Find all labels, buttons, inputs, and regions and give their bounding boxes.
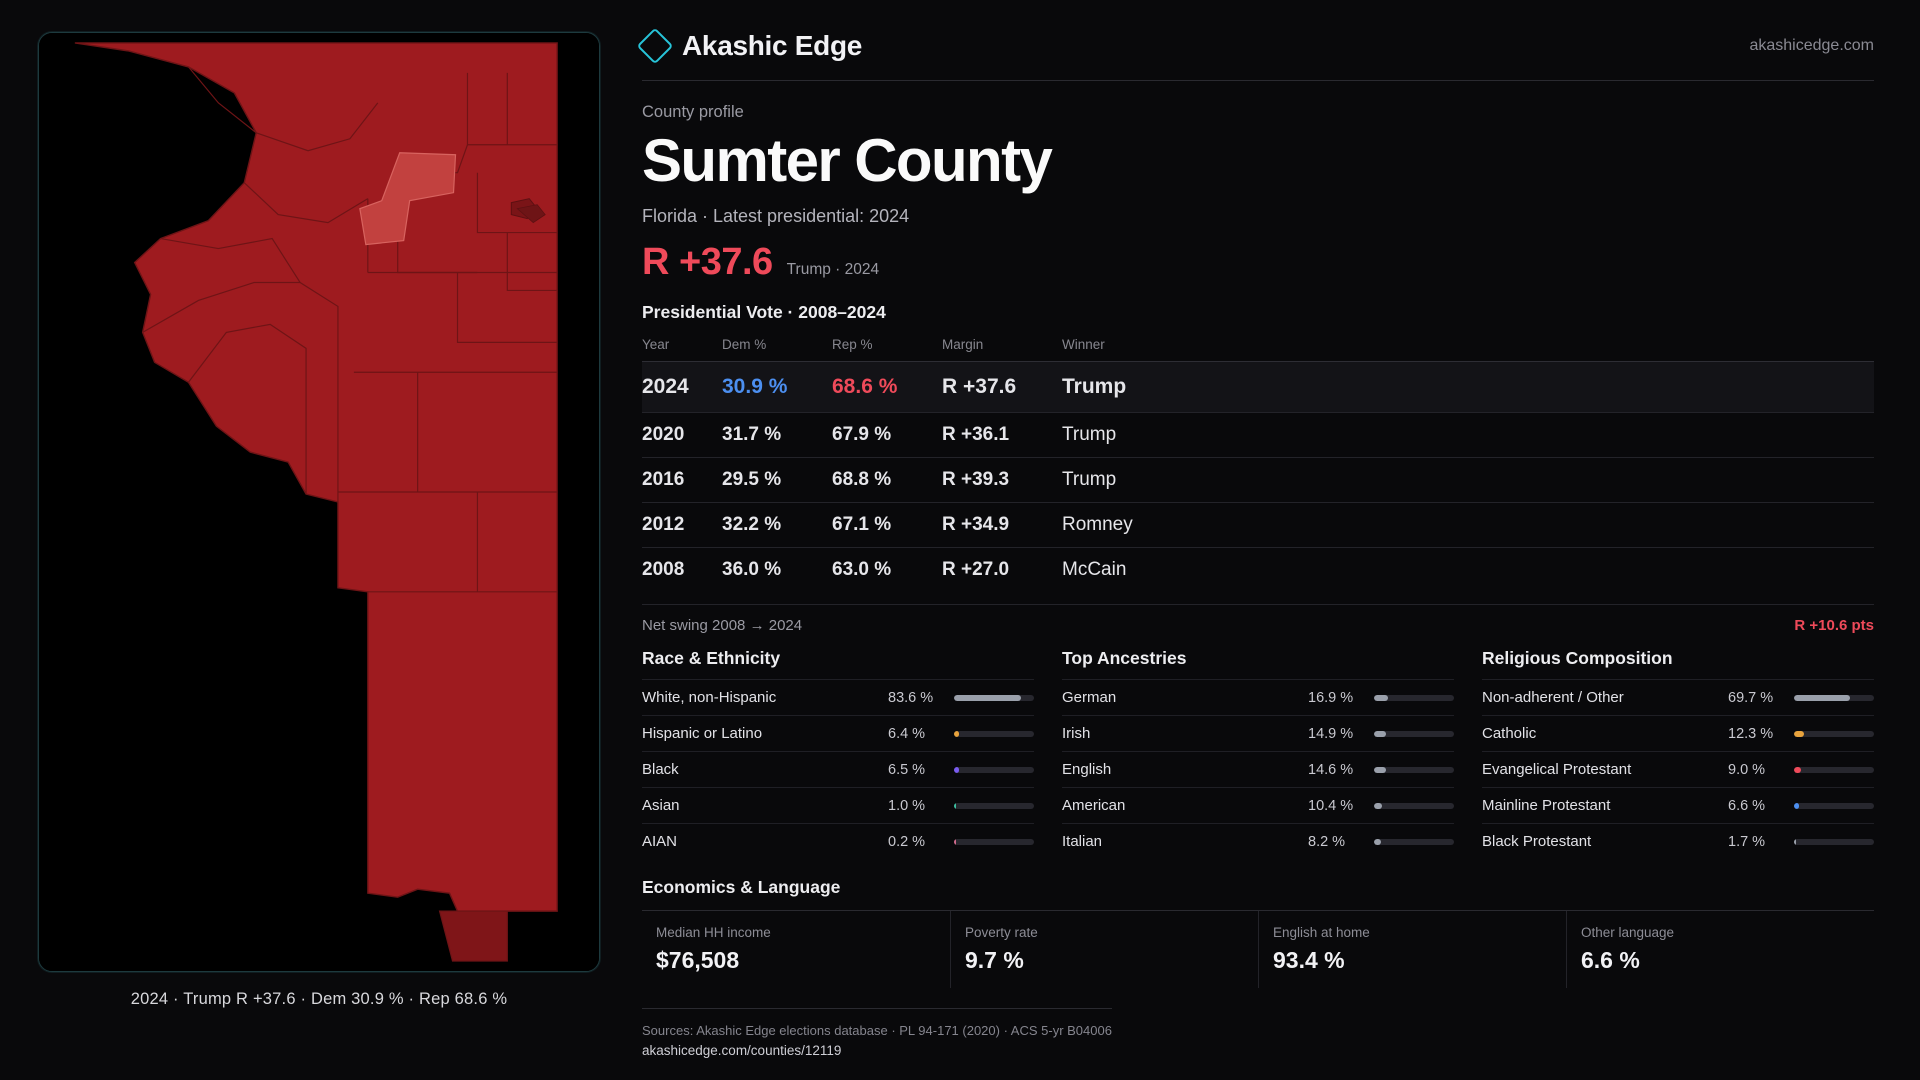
item-label: Evangelical Protestant — [1482, 761, 1632, 779]
list-item — [1062, 679, 1454, 715]
item-label: Irish — [1062, 725, 1091, 743]
item-bar-fill — [1374, 731, 1386, 737]
net-swing-value: R +10.6 pts — [1794, 617, 1874, 635]
econ-value: 9.7 % — [965, 947, 1024, 974]
item-bar — [954, 803, 1034, 809]
col-dem: Dem % — [722, 337, 767, 353]
econ-cell — [642, 911, 950, 988]
item-label: Hispanic or Latino — [642, 725, 763, 743]
item-label: Italian — [1062, 833, 1103, 851]
list-item — [1062, 751, 1454, 787]
margin-value: R +37.6 — [642, 241, 773, 284]
footer — [642, 1008, 1112, 1058]
item-label: AIAN — [642, 833, 678, 851]
col-rep: Rep % — [832, 337, 873, 353]
margin-detail: Trump · 2024 — [786, 261, 880, 279]
map-svg — [39, 33, 599, 971]
list-item — [1482, 751, 1874, 787]
table-header-row — [642, 337, 1874, 362]
headline-margin — [642, 241, 1874, 284]
brand-site: akashicedge.com — [1749, 37, 1874, 54]
list-item — [1482, 715, 1874, 751]
list-item — [642, 679, 1034, 715]
cell-margin: R +34.9 — [942, 503, 1062, 548]
item-bar — [1794, 839, 1874, 845]
page-subtitle: Florida · Latest presidential: 2024 — [642, 206, 910, 227]
cell-rep: 68.8 % — [832, 458, 942, 503]
table-body — [642, 362, 1874, 593]
list-item — [642, 823, 1034, 859]
economics-grid — [642, 910, 1874, 988]
item-value: 69.7 % — [1728, 689, 1774, 706]
item-value: 6.6 % — [1728, 797, 1766, 814]
item-bar-fill — [1794, 803, 1799, 809]
table-row[interactable] — [642, 413, 1874, 458]
item-label: American — [1062, 797, 1126, 815]
item-bar-fill — [1374, 839, 1381, 845]
cell-rep: 63.0 % — [832, 548, 942, 593]
eyebrow-label: County profile — [642, 103, 744, 121]
item-bar-fill — [954, 803, 956, 809]
race-ethnicity-column — [642, 648, 1034, 859]
item-bar-fill — [1374, 767, 1386, 773]
item-bar — [954, 839, 1034, 845]
cell-year: 2012 — [642, 503, 722, 548]
sources-line: Sources: Akashic Edge elections database · PL 94-171 (2020) · ACS 5-yr B04006 — [642, 1023, 1112, 1038]
item-bar-fill — [1794, 731, 1804, 737]
econ-cell — [1258, 911, 1566, 988]
econ-label: Median HH income — [656, 925, 771, 941]
econ-value: 93.4 % — [1273, 947, 1345, 974]
econ-label: Poverty rate — [965, 925, 1038, 941]
presidential-vote-table — [642, 337, 1874, 592]
item-bar-fill — [1794, 767, 1801, 773]
net-swing-row — [642, 604, 1874, 634]
list-item — [1482, 787, 1874, 823]
footer-url[interactable]: akashicedge.com/counties/12119 — [642, 1043, 842, 1058]
religion-column — [1482, 648, 1874, 859]
item-label: German — [1062, 689, 1117, 707]
list-item — [1482, 679, 1874, 715]
item-bar — [954, 767, 1034, 773]
cell-margin: R +27.0 — [942, 548, 1062, 593]
brand-bar — [642, 30, 1874, 81]
item-value: 10.4 % — [1308, 797, 1354, 814]
cell-dem: 29.5 % — [722, 458, 832, 503]
ancestries-column — [1062, 648, 1454, 859]
item-value: 9.0 % — [1728, 761, 1766, 778]
cell-margin: R +39.3 — [942, 458, 1062, 503]
cell-dem: 30.9 % — [722, 362, 832, 413]
item-bar-fill — [954, 731, 959, 737]
item-bar — [1794, 695, 1874, 701]
item-value: 1.0 % — [888, 797, 926, 814]
col-year: Year — [642, 337, 670, 353]
table-row[interactable] — [642, 548, 1874, 593]
cell-winner: Trump — [1062, 362, 1874, 413]
econ-cell — [1566, 911, 1874, 988]
cell-winner: Romney — [1062, 503, 1874, 548]
econ-label: English at home — [1273, 925, 1370, 941]
cell-winner: Trump — [1062, 413, 1874, 458]
econ-value: $76,508 — [656, 947, 740, 974]
page-title: Sumter County — [642, 127, 1052, 194]
item-bar — [1374, 839, 1454, 845]
econ-value: 6.6 % — [1581, 947, 1640, 974]
cell-rep: 68.6 % — [832, 362, 942, 413]
cell-rep: 67.1 % — [832, 503, 942, 548]
map-caption: 2024 · Trump R +37.6 · Dem 30.9 % · Rep 68.6 % — [130, 990, 508, 1008]
item-bar — [1374, 731, 1454, 737]
diamond-icon — [637, 28, 674, 65]
item-bar — [1374, 767, 1454, 773]
brand-left — [642, 30, 862, 62]
cell-rep: 67.9 % — [832, 413, 942, 458]
content-panel — [620, 0, 1920, 1080]
cell-winner: McCain — [1062, 548, 1874, 593]
cell-margin: R +37.6 — [942, 362, 1062, 413]
table-row[interactable] — [642, 503, 1874, 548]
item-bar — [1374, 803, 1454, 809]
item-label: Non-adherent / Other — [1482, 689, 1624, 707]
item-value: 14.6 % — [1308, 761, 1354, 778]
item-value: 6.4 % — [888, 725, 926, 742]
item-value: 83.6 % — [888, 689, 934, 706]
list-item — [1062, 787, 1454, 823]
item-bar-fill — [954, 695, 1021, 701]
col-winner: Winner — [1062, 337, 1105, 353]
item-bar — [954, 731, 1034, 737]
cell-year: 2008 — [642, 548, 722, 593]
cell-dem: 31.7 % — [722, 413, 832, 458]
item-bar — [1794, 767, 1874, 773]
econ-cell — [950, 911, 1258, 988]
item-value: 12.3 % — [1728, 725, 1774, 742]
item-label: Black Protestant — [1482, 833, 1592, 851]
list-item — [1482, 823, 1874, 859]
item-bar-fill — [1794, 839, 1796, 845]
table-row[interactable] — [642, 362, 1874, 413]
item-label: Asian — [642, 797, 680, 815]
item-bar — [954, 695, 1034, 701]
votes-section-title: Presidential Vote · 2008–2024 — [642, 302, 886, 323]
county-map[interactable] — [38, 32, 600, 972]
cell-margin: R +36.1 — [942, 413, 1062, 458]
cell-year: 2020 — [642, 413, 722, 458]
item-bar-fill — [1374, 695, 1388, 701]
religion-title: Religious Composition — [1482, 648, 1673, 669]
net-swing-label: Net swing 2008 → 2024 — [642, 617, 803, 635]
cell-dem: 36.0 % — [722, 548, 832, 593]
item-value: 0.2 % — [888, 833, 926, 850]
list-item — [1062, 715, 1454, 751]
item-bar-fill — [954, 839, 956, 845]
col-margin: Margin — [942, 337, 984, 353]
item-label: Mainline Protestant — [1482, 797, 1611, 815]
item-label: Black — [642, 761, 679, 779]
list-item — [642, 715, 1034, 751]
item-bar — [1794, 731, 1874, 737]
item-bar-fill — [1374, 803, 1382, 809]
cell-dem: 32.2 % — [722, 503, 832, 548]
ancestries-title: Top Ancestries — [1062, 648, 1187, 669]
item-value: 6.5 % — [888, 761, 926, 778]
map-panel — [0, 0, 620, 1080]
item-label: English — [1062, 761, 1112, 779]
economics-title: Economics & Language — [642, 877, 841, 898]
item-value: 1.7 % — [1728, 833, 1766, 850]
list-item — [642, 751, 1034, 787]
item-value: 14.9 % — [1308, 725, 1354, 742]
item-bar — [1794, 803, 1874, 809]
item-value: 8.2 % — [1308, 833, 1346, 850]
cell-year: 2024 — [642, 362, 722, 413]
cell-winner: Trump — [1062, 458, 1874, 503]
econ-label: Other language — [1581, 925, 1675, 941]
table-header — [642, 337, 1874, 362]
item-bar-fill — [1794, 695, 1850, 701]
brand-name: Akashic Edge — [682, 30, 863, 61]
table-row[interactable] — [642, 458, 1874, 503]
cell-year: 2016 — [642, 458, 722, 503]
item-label: White, non-Hispanic — [642, 689, 777, 707]
item-bar-fill — [954, 767, 959, 773]
item-label: Catholic — [1482, 725, 1537, 743]
demographics-grid — [642, 648, 1874, 859]
item-bar — [1374, 695, 1454, 701]
item-value: 16.9 % — [1308, 689, 1354, 706]
race-title: Race & Ethnicity — [642, 648, 781, 669]
list-item — [642, 787, 1034, 823]
list-item — [1062, 823, 1454, 859]
